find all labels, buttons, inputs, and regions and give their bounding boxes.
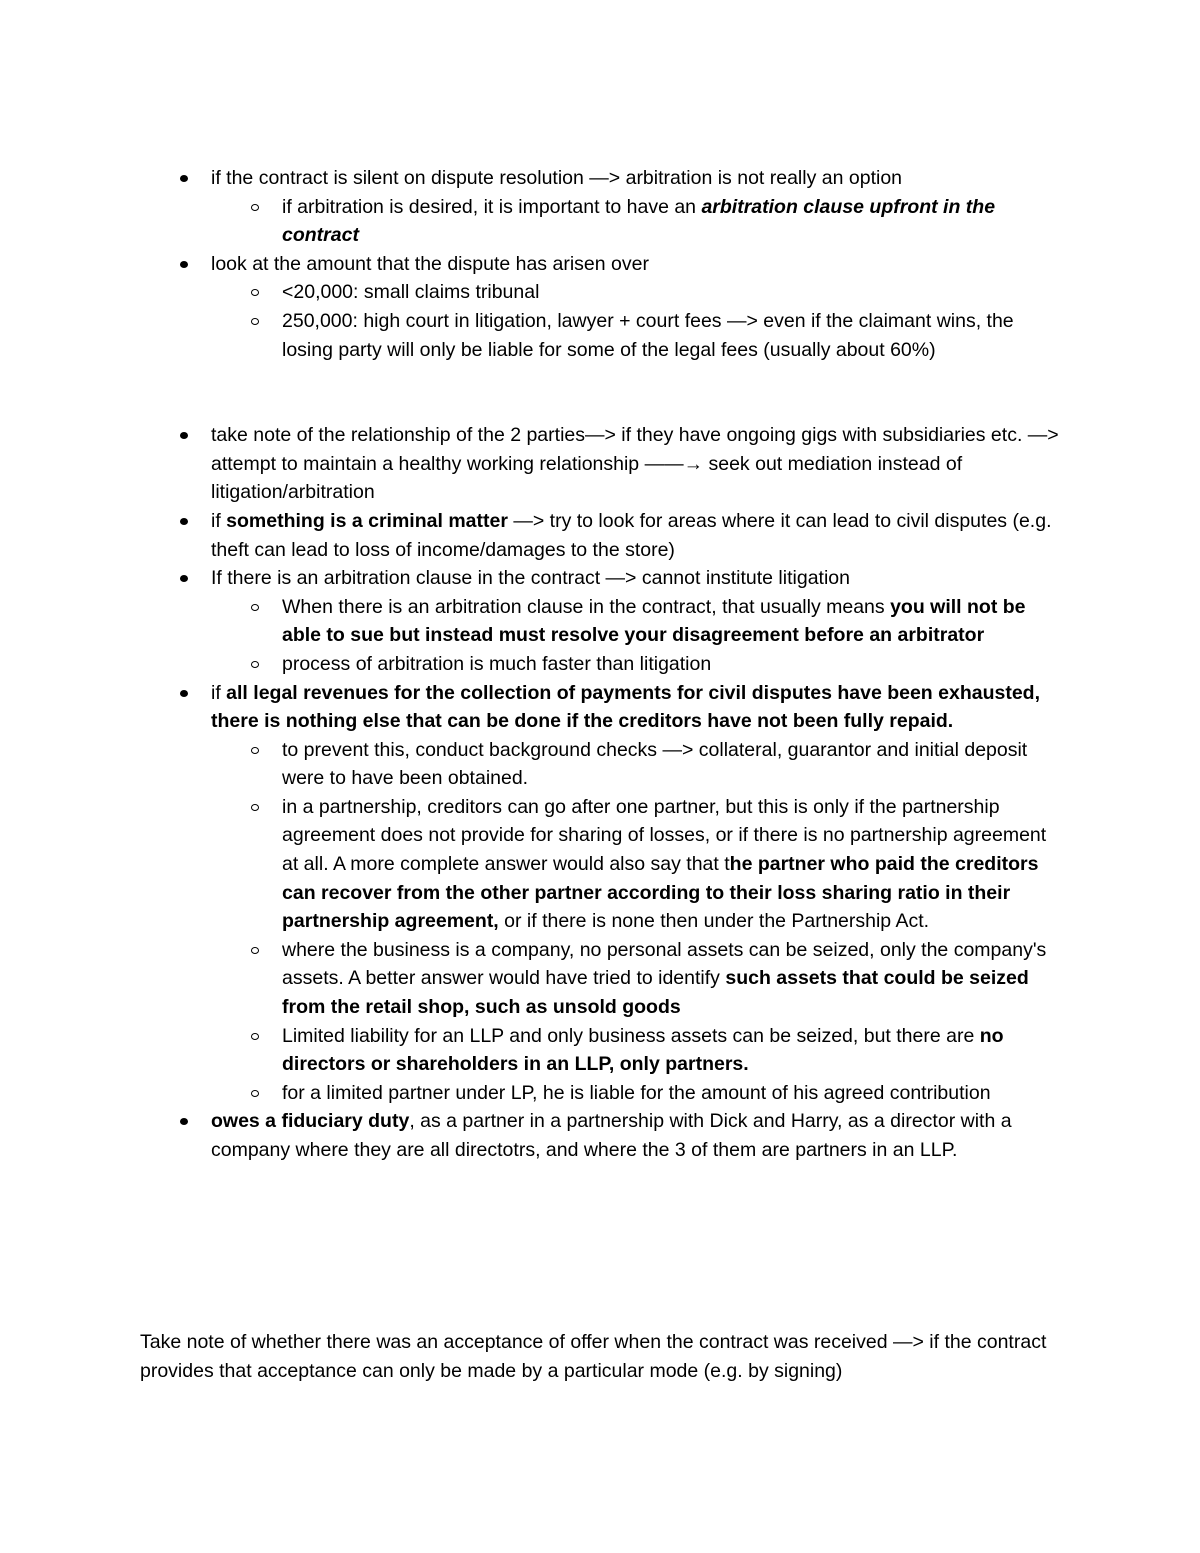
sub-list bbox=[211, 193, 1061, 250]
bullet-item bbox=[211, 421, 1061, 507]
text-run: for a limited partner under LP, he is liable for the amount of his agreed contribution bbox=[282, 1081, 991, 1104]
sub-bullet-item bbox=[282, 193, 1061, 250]
text-run: take note of the relationship of the 2 parties—> if they have ongoing gigs with subsidiaries etc. —> attempt to maintain a healthy working relationship ——→ seek out mediation instead of litigation/arbitration bbox=[211, 424, 1059, 504]
sub-list bbox=[211, 736, 1061, 1108]
bullet-item bbox=[211, 564, 1061, 678]
bullet-item bbox=[211, 507, 1061, 564]
text-run: look at the amount that the dispute has arisen over bbox=[211, 252, 649, 275]
text-run: if arbitration is desired, it is important to have an bbox=[282, 195, 702, 218]
bullet-text bbox=[211, 164, 1061, 193]
sub-bullet-item bbox=[282, 307, 1061, 364]
text-run: owes a fiduciary duty bbox=[211, 1110, 410, 1133]
sub-list bbox=[211, 278, 1061, 364]
closing-paragraph: Take note of whether there was an acceptance of offer when the contract was received —> if the contract provides that acceptance can only be made by a particular mode (e.g. by signing) bbox=[140, 1331, 1047, 1382]
text-run: where the business is a company, no personal assets can be seized, only the company's assets. A better answer would have tried to identify bbox=[282, 938, 1047, 990]
text-run: such assets that could be seized from the retail shop, such as unsold goods bbox=[282, 967, 1029, 1019]
spacer bbox=[211, 364, 1061, 421]
sub-bullet-item bbox=[282, 650, 1061, 679]
text-run: 250,000: high court in litigation, lawyer + court fees —> even if the claimant wins, the losing party will only be liable for some of the legal fees (usually about 60%) bbox=[282, 309, 1014, 361]
bullet-item bbox=[211, 679, 1061, 1108]
bullet-list bbox=[211, 164, 1061, 1165]
text-run: if bbox=[211, 509, 227, 532]
text-run: <20,000: small claims tribunal bbox=[282, 281, 540, 304]
bullet-item bbox=[211, 250, 1061, 364]
text-run: if bbox=[211, 681, 227, 704]
text-run: If there is an arbitration clause in the contract —> cannot institute litigation bbox=[211, 567, 850, 590]
text-run: something is a criminal matter bbox=[226, 509, 508, 532]
text-run: in a partnership, creditors can go after one partner, but this is only if the partnership agreement does not provide for sharing of losses, or if there is no partnership agreement at all. A more complete answer would also say that t bbox=[282, 795, 1047, 876]
text-run: you will not be able to sue but instead must resolve your disagreement before an arbitrator bbox=[282, 595, 1026, 647]
bullet-item bbox=[211, 164, 1061, 250]
text-run: he partner who paid the creditors can recover from the other partner according to their loss sharing ratio in their partnership agreement, bbox=[282, 853, 1039, 933]
sub-list bbox=[211, 593, 1061, 679]
bullet-text bbox=[211, 250, 1061, 279]
sub-bullet-item bbox=[282, 936, 1061, 1022]
sub-bullet-item bbox=[282, 736, 1061, 793]
text-run: if the contract is silent on dispute resolution —> arbitration is not really an option bbox=[211, 167, 903, 189]
text-run: arbitration clause upfront in the contract bbox=[282, 195, 996, 247]
text-run: , as a partner in a partnership with Dick and Harry, as a director with a company where they are all directotrs, and where the 3 of them are partners in an LLP. bbox=[211, 1110, 1012, 1161]
bullet-text bbox=[211, 1107, 1061, 1164]
text-run: or if there is none then under the Partnership Act. bbox=[498, 910, 930, 933]
bullet-text bbox=[211, 421, 1061, 507]
text-run: —> try to look for areas where it can lead to civil disputes (e.g. theft can lead to loss of income/damages to the store) bbox=[211, 509, 1052, 561]
sub-bullet-item bbox=[282, 1022, 1061, 1079]
text-run: no directors or shareholders in an LLP, only partners. bbox=[282, 1024, 1004, 1076]
bullet-text bbox=[211, 679, 1061, 736]
text-run: When there is an arbitration clause in the contract, that usually means bbox=[282, 595, 891, 618]
text-run: to prevent this, conduct background checks —> collateral, guarantor and initial deposit were to have been obtained. bbox=[282, 738, 1028, 790]
bullet-text bbox=[211, 507, 1061, 564]
bullet-text bbox=[211, 564, 1061, 593]
text-run: process of arbitration is much faster than litigation bbox=[282, 652, 712, 675]
text-run: Limited liability for an LLP and only business assets can be seized, but there are bbox=[282, 1024, 980, 1047]
sub-bullet-item bbox=[282, 278, 1061, 307]
sub-bullet-item bbox=[282, 1079, 1061, 1108]
text-run: all legal revenues for the collection of payments for civil disputes have been exhausted, there is nothing else that can be done if the creditors have not been fully repaid. bbox=[211, 681, 1041, 733]
bullet-item bbox=[211, 1107, 1061, 1164]
sub-bullet-item bbox=[282, 793, 1061, 936]
sub-bullet-item bbox=[282, 593, 1061, 650]
